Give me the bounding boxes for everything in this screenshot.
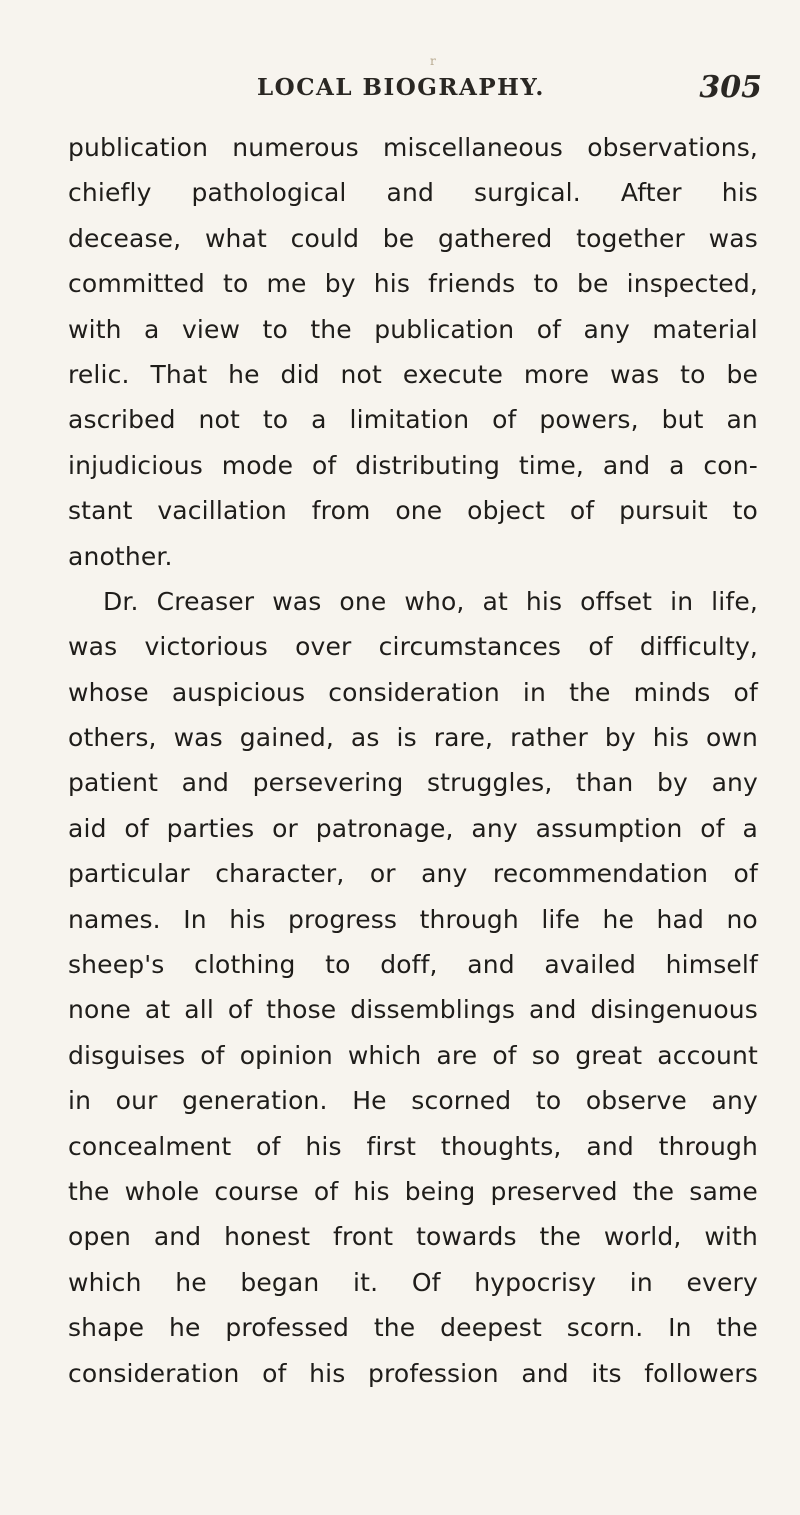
text-line: decease, what could be gathered together was	[68, 223, 758, 253]
text-line: which he began it. Of hypocrisy in every	[68, 1267, 758, 1297]
stray-ink-mark: r	[430, 54, 436, 68]
text-line: none at all of those dissemblings and disingenuous	[68, 995, 758, 1025]
text-line: shape he professed the deepest scorn. In the	[68, 1313, 758, 1343]
text-line: was victorious over circumstances of difficulty,	[68, 632, 758, 662]
text-line: aid of parties or patronage, any assumption of a	[68, 813, 758, 843]
body-text	[68, 125, 758, 1396]
paragraph-end-line: another.	[68, 541, 173, 571]
page-number: 305	[699, 70, 762, 105]
text-line: open and honest front towards the world, with	[68, 1222, 758, 1252]
text-line: particular character, or any recommendation of	[68, 859, 758, 889]
text-line: consideration of his profession and its followers	[68, 1358, 758, 1388]
text-line: names. In his progress through life he had no	[68, 904, 758, 934]
running-title: LOCAL BIOGRAPHY.	[257, 74, 545, 101]
text-line: in our generation. He scorned to observe any	[68, 1086, 758, 1116]
text-line: stant vacillation from one object of pursuit to	[68, 496, 758, 526]
text-line: ascribed not to a limitation of powers, but an	[68, 405, 758, 435]
text-line: concealment of his first thoughts, and through	[68, 1131, 758, 1161]
text-line: injudicious mode of distributing time, and a con-	[68, 450, 758, 480]
text-line: chiefly pathological and surgical. After his	[68, 178, 758, 208]
text-line: relic. That he did not execute more was to be	[68, 359, 758, 389]
text-line: disguises of opinion which are of so great account	[68, 1040, 758, 1070]
text-line: the whole course of his being preserved the same	[68, 1176, 758, 1206]
text-line: patient and persevering struggles, than by any	[68, 768, 758, 798]
text-line: with a view to the publication of any material	[68, 314, 758, 344]
text-line: others, was gained, as is rare, rather by his own	[68, 723, 758, 753]
running-head	[257, 70, 762, 114]
text-line: whose auspicious consideration in the minds of	[68, 677, 758, 707]
text-line: committed to me by his friends to be inspected,	[68, 269, 758, 299]
text-line: sheep's clothing to doff, and availed himself	[68, 950, 758, 980]
text-line: publication numerous miscellaneous observations,	[68, 133, 758, 162]
paragraph-start-line: Dr. Creaser was one who, at his offset in life,	[103, 586, 758, 616]
